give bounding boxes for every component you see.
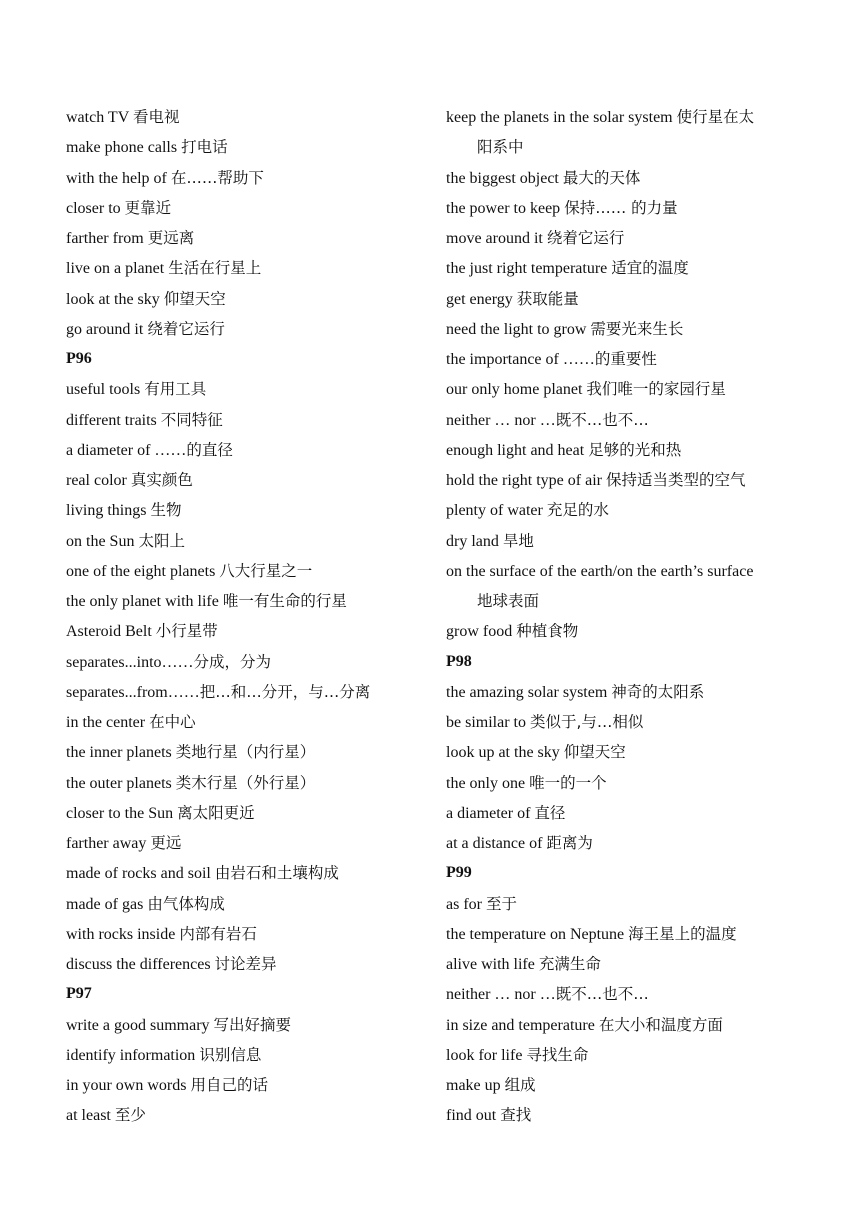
vocab-entry (66, 949, 436, 979)
vocab-entry (66, 374, 436, 404)
chinese-meaning: 真实颜色 (130, 471, 193, 489)
vocab-entry (66, 1070, 436, 1100)
chinese-meaning: 更远离 (147, 229, 195, 247)
vocab-entry (66, 1040, 436, 1070)
vocab-entry (446, 1100, 806, 1130)
vocab-entry (446, 1010, 806, 1040)
chinese-meaning: 在中心 (149, 713, 196, 731)
vocab-entry (66, 1100, 436, 1130)
vocab-entry (66, 223, 436, 253)
english-phrase: separates...from…… (66, 683, 200, 701)
page-heading: P99 (446, 864, 472, 882)
vocab-entry (446, 405, 806, 435)
vocab-entry (446, 889, 806, 919)
vocab-entry (446, 616, 806, 646)
chinese-meaning: 最大的天体 (562, 168, 641, 187)
chinese-meaning: 八大行星之一 (219, 561, 313, 580)
chinese-meaning: 查找 (500, 1106, 532, 1125)
vocab-entry (66, 1010, 436, 1040)
chinese-meaning: 仰望天空 (563, 743, 626, 762)
chinese-meaning: 地球表面 (477, 592, 540, 610)
chinese-meaning: 类地行星（内行星） (175, 743, 316, 762)
vocab-entry (66, 495, 436, 525)
english-phrase: made of gas (66, 895, 148, 913)
chinese-meaning: 海王星上的温度 (628, 924, 737, 943)
vocab-entry (446, 707, 806, 737)
vocab-entry (446, 979, 806, 1009)
vocab-entry (446, 374, 806, 404)
english-phrase: with the help of (66, 169, 171, 187)
vocab-entry (446, 1040, 806, 1070)
vocab-entry (66, 707, 436, 737)
chinese-meaning: 由气体构成 (147, 894, 225, 913)
english-phrase: look for life (446, 1046, 527, 1064)
english-phrase: real color (66, 472, 131, 489)
chinese-meaning: 充足的水 (546, 501, 609, 520)
english-phrase: the only planet with life (66, 593, 223, 610)
page-heading: P97 (66, 985, 92, 1003)
chinese-meaning: 唯一的一个 (529, 773, 607, 792)
english-phrase: in your own words (66, 1077, 191, 1094)
english-phrase: neither … nor … (446, 986, 556, 1004)
english-phrase: on the surface of the earth/on the earth’s surface (446, 562, 754, 580)
chinese-meaning: 寻找生命 (526, 1045, 589, 1064)
english-phrase: useful tools (66, 381, 145, 399)
english-phrase: Asteroid Belt (66, 623, 156, 641)
chinese-meaning: 写出好摘要 (213, 1015, 292, 1034)
english-phrase: closer to (66, 199, 125, 217)
chinese-meaning: 保持…… 的力量 (564, 198, 678, 217)
vocab-entry (66, 828, 436, 858)
vocab-entry (66, 677, 436, 707)
english-phrase: identify information (66, 1046, 200, 1064)
chinese-meaning: 足够的光和热 (588, 440, 682, 459)
vocab-entry (446, 556, 806, 586)
english-phrase: closer to the Sun (66, 804, 178, 822)
english-phrase: separates...into…… (66, 653, 194, 671)
english-phrase: the power to keep (446, 199, 565, 217)
chinese-meaning: 更远 (150, 834, 182, 852)
vocab-entry (66, 919, 436, 949)
vocab-entry-continuation (446, 586, 806, 616)
vocab-entry (446, 677, 806, 707)
english-phrase: get energy (446, 290, 517, 308)
vocab-entry (446, 284, 806, 314)
vocab-entry-continuation (446, 132, 806, 162)
chinese-meaning: 仰望天空 (163, 289, 226, 308)
chinese-meaning: 种植食物 (516, 622, 579, 641)
english-phrase: alive with life (446, 956, 539, 973)
chinese-meaning: 唯一有生命的行星 (222, 592, 347, 610)
vocab-entry (446, 526, 806, 556)
english-phrase: made of rocks and soil (66, 865, 215, 883)
english-phrase: look at the sky (66, 290, 164, 308)
chinese-meaning: 适宜的温度 (611, 259, 689, 278)
english-phrase: the inner planets (66, 744, 176, 762)
english-phrase: make up (446, 1077, 505, 1094)
english-phrase: farther from (66, 230, 148, 247)
english-phrase: the just right temperature (446, 260, 612, 278)
chinese-meaning: 有用工具 (144, 380, 207, 399)
vocab-entry (446, 314, 806, 344)
chinese-meaning: 保持适当类型的空气 (605, 471, 746, 489)
english-phrase: the outer planets (66, 774, 176, 792)
vocab-entry (66, 586, 436, 616)
chinese-meaning: 讨论差异 (214, 955, 277, 973)
english-phrase: keep the planets in the solar system (446, 109, 677, 126)
vocab-entry (446, 949, 806, 979)
vocab-entry (446, 163, 806, 193)
english-phrase: watch TV (66, 109, 133, 126)
english-phrase: a diameter of …… (66, 441, 187, 459)
english-phrase: in the center (66, 714, 150, 731)
vocab-entry (66, 858, 436, 888)
english-phrase: at least (66, 1107, 115, 1125)
chinese-meaning: 生物 (150, 501, 182, 520)
chinese-meaning: 绕着它运行 (147, 319, 225, 338)
left-column (66, 102, 436, 1131)
chinese-meaning: 直径 (534, 803, 566, 822)
english-phrase: the amazing solar system (446, 683, 612, 701)
vocab-entry (66, 405, 436, 435)
vocab-entry (66, 616, 436, 646)
english-phrase: the temperature on Neptune (446, 925, 629, 943)
vocab-entry (446, 253, 806, 283)
chinese-meaning: 至少 (114, 1106, 146, 1125)
vocab-entry (446, 495, 806, 525)
chinese-meaning: 离太阳更近 (177, 803, 255, 822)
vocab-entry (66, 798, 436, 828)
right-column (446, 102, 806, 1131)
vocab-entry (66, 163, 436, 193)
vocab-entry (66, 253, 436, 283)
chinese-meaning: 在大小和温度方面 (598, 1015, 723, 1034)
chinese-meaning: 更靠近 (124, 198, 172, 217)
vocab-entry (446, 344, 806, 374)
chinese-meaning: 类木行星（外行星） (175, 773, 316, 792)
chinese-meaning: 距离为 (546, 834, 593, 852)
vocab-entry (66, 435, 436, 465)
vocab-entry (66, 737, 436, 767)
english-phrase: write a good summary (66, 1016, 214, 1034)
chinese-meaning: 至于 (485, 894, 517, 913)
english-phrase: on the Sun (66, 532, 139, 550)
english-phrase: a diameter of (446, 804, 535, 822)
chinese-meaning: 内部有岩石 (179, 924, 257, 943)
vocab-entry (446, 768, 806, 798)
chinese-meaning: 充满生命 (538, 955, 601, 973)
english-phrase: make phone calls (66, 139, 182, 157)
vocab-entry (446, 798, 806, 828)
vocab-entry (446, 193, 806, 223)
english-phrase: move around it (446, 230, 547, 247)
vocab-entry (66, 647, 436, 677)
english-phrase: dry land (446, 532, 503, 550)
chinese-meaning: 阳系中 (477, 138, 524, 157)
english-phrase: grow food (446, 623, 517, 641)
english-phrase: the only one (446, 774, 530, 792)
vocab-entry (446, 1070, 806, 1100)
vocab-entry (66, 193, 436, 223)
vocab-entry (66, 132, 436, 162)
english-phrase: one of the eight planets (66, 562, 220, 580)
english-phrase: in size and temperature (446, 1016, 599, 1034)
chinese-meaning: 既不…也不… (555, 985, 649, 1004)
chinese-meaning: 旱地 (502, 531, 534, 550)
english-phrase: need the light to grow (446, 320, 591, 338)
english-phrase: different traits (66, 411, 161, 429)
vocab-entry (66, 102, 436, 132)
vocab-entry (446, 223, 806, 253)
english-phrase: plenty of water (446, 502, 547, 520)
english-phrase: the importance of …… (446, 351, 595, 368)
chinese-meaning: 看电视 (132, 108, 180, 126)
english-phrase: at a distance of (446, 835, 547, 852)
chinese-meaning: 使行星在太 (676, 108, 755, 126)
english-phrase: the biggest object (446, 169, 563, 187)
english-phrase: farther away (66, 835, 151, 852)
english-phrase: living things (66, 502, 151, 520)
chinese-meaning: 绕着它运行 (546, 229, 625, 247)
page-heading: P96 (66, 350, 92, 367)
chinese-meaning: 的重要性 (594, 350, 657, 368)
english-phrase: discuss the differences (66, 956, 215, 973)
english-phrase: our only home planet (446, 381, 587, 399)
chinese-meaning: 识别信息 (199, 1045, 262, 1064)
chinese-meaning: 打电话 (181, 138, 228, 157)
chinese-meaning: 不同特征 (160, 410, 223, 429)
vocab-entry (66, 889, 436, 919)
chinese-meaning: 太阳上 (138, 531, 185, 550)
chinese-meaning: 由岩石和土壤构成 (214, 864, 339, 883)
chinese-meaning: 生活在行星上 (168, 259, 262, 278)
chinese-meaning: 的直径 (186, 440, 233, 459)
chinese-meaning: 把…和…分开，与…分离 (199, 682, 371, 701)
vocab-entry (66, 556, 436, 586)
vocab-entry (446, 828, 806, 858)
english-phrase: live on a planet (66, 260, 169, 278)
chinese-meaning: 组成 (504, 1076, 536, 1094)
vocab-entry (66, 768, 436, 798)
vocab-entry (66, 465, 436, 495)
vocab-entry (446, 919, 806, 949)
chinese-meaning: 用自己的话 (190, 1076, 268, 1094)
chinese-meaning: 既不…也不… (555, 410, 649, 429)
chinese-meaning: 我们唯一的家园行星 (586, 380, 726, 399)
vocab-entry (66, 526, 436, 556)
chinese-meaning: 获取能量 (516, 289, 579, 308)
english-phrase: go around it (66, 320, 148, 338)
english-phrase: as for (446, 895, 486, 913)
vocab-entry (446, 102, 806, 132)
vocab-entry (446, 435, 806, 465)
english-phrase: find out (446, 1107, 501, 1125)
vocab-entry (66, 284, 436, 314)
english-phrase: enough light and heat (446, 441, 589, 459)
english-phrase: hold the right type of air (446, 472, 606, 489)
english-phrase: neither … nor … (446, 411, 556, 429)
english-phrase: look up at the sky (446, 744, 564, 762)
chinese-meaning: 神奇的太阳系 (611, 682, 705, 701)
chinese-meaning: 在……帮助下 (170, 168, 264, 187)
english-phrase: with rocks inside (66, 925, 180, 943)
vocab-entry (66, 314, 436, 344)
vocab-entry (446, 737, 806, 767)
english-phrase: be similar to (446, 714, 530, 731)
chinese-meaning: 分成，分为 (193, 652, 272, 671)
chinese-meaning: 小行星带 (155, 622, 218, 641)
page-heading: P98 (446, 652, 472, 670)
chinese-meaning: 需要光来生长 (590, 319, 684, 338)
chinese-meaning: 类似于,与…相似 (529, 713, 644, 731)
vocab-entry (446, 465, 806, 495)
